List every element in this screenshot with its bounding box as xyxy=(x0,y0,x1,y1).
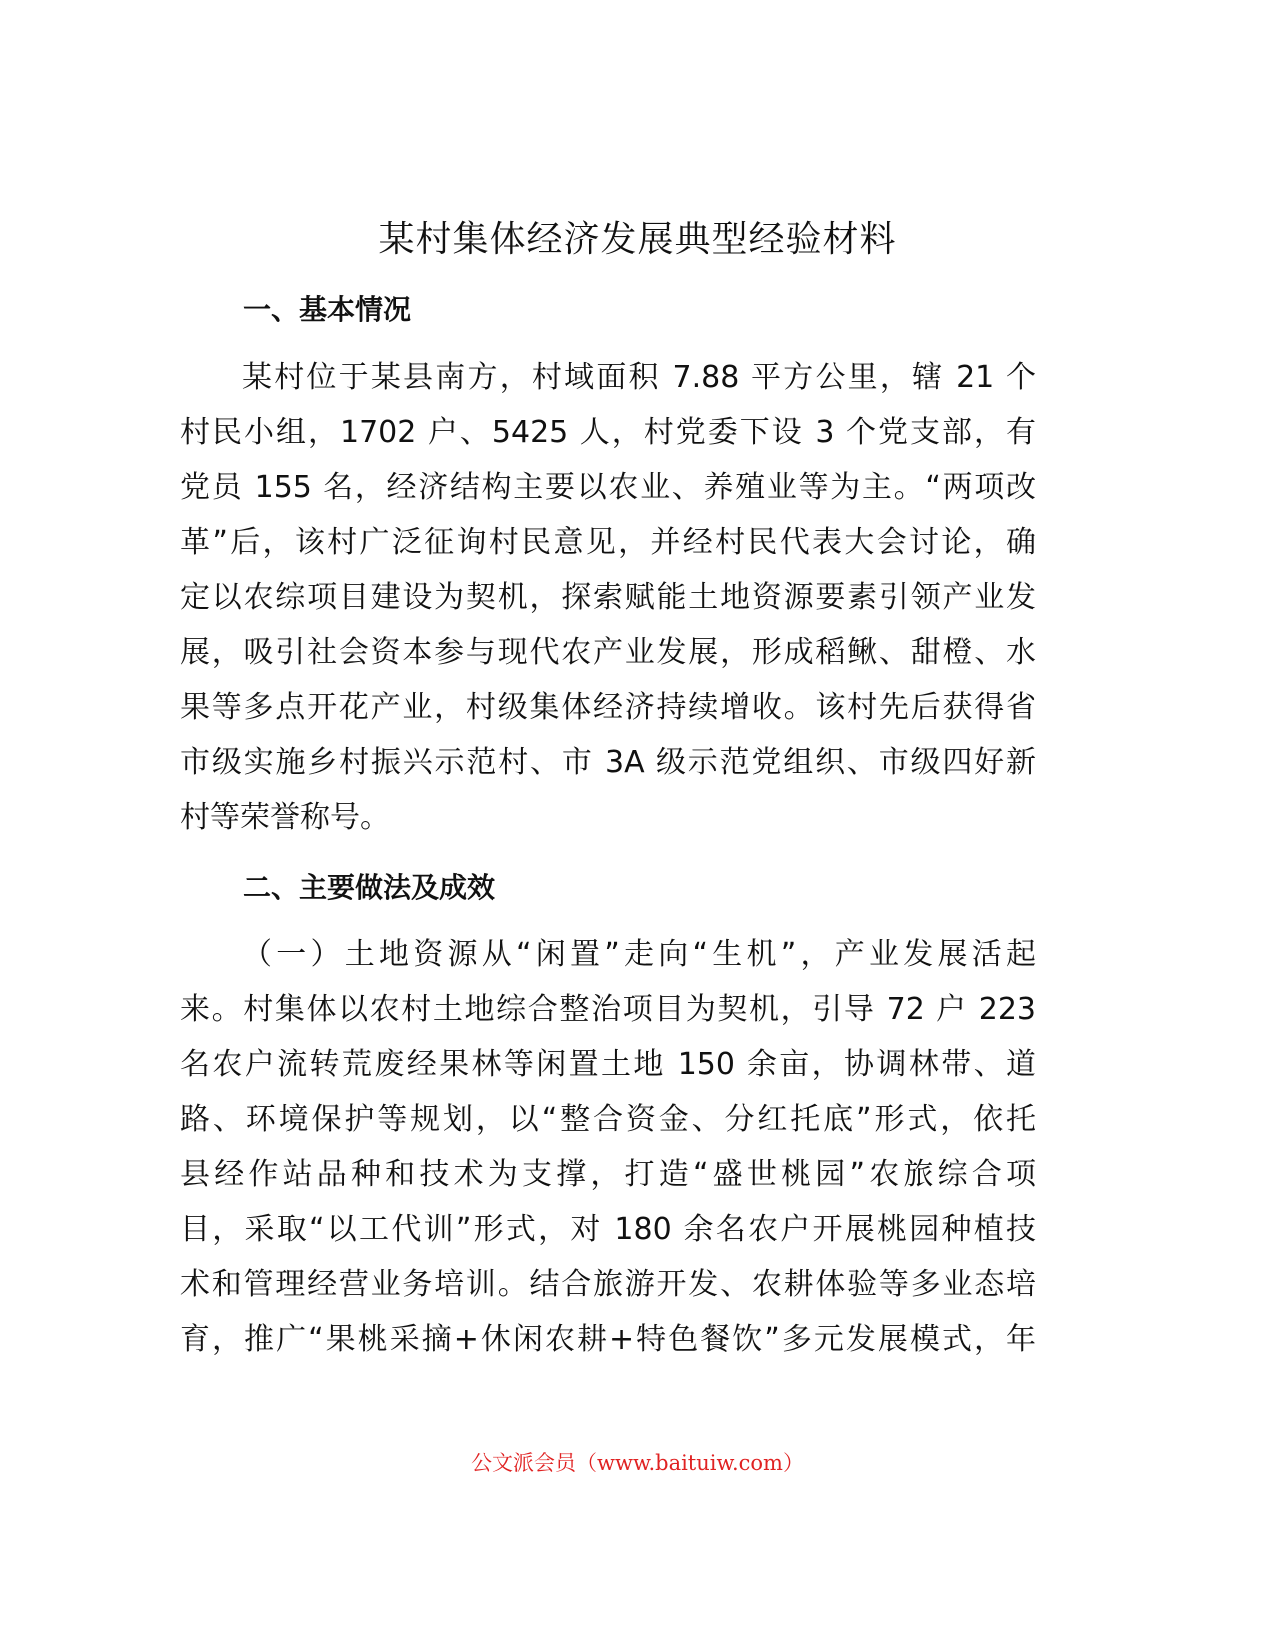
paragraph-line: 育，推广“果桃采摘+休闲农耕+特色餐饮”多元发展模式，年 xyxy=(180,1322,1036,1357)
document-title: 某村集体经济发展典型经验材料 xyxy=(378,219,897,260)
footer-watermark-text: 公文派会员（www.baituiw.com） xyxy=(471,1451,804,1475)
paragraph-line: 定以农综项目建设为契机，探索赋能土地资源要素引领产业发 xyxy=(180,580,1036,615)
paragraph-line: （一）土地资源从“闲置”走向“生机”，产业发展活起 xyxy=(242,937,1036,972)
paragraph-line: 展，吸引社会资本参与现代农产业发展，形成稻鳅、甜橙、水 xyxy=(180,635,1036,670)
paragraph-line: 术和管理经营业务培训。结合旅游开发、农耕体验等多业态培 xyxy=(180,1267,1036,1302)
paragraph-line: 市级实施乡村振兴示范村、市 3A 级示范党组织、市级四好新 xyxy=(180,745,1036,780)
paragraph-line: 革”后，该村广泛征询村民意见，并经村民代表大会讨论，确 xyxy=(180,525,1036,560)
paragraph-line: 路、环境保护等规划，以“整合资金、分红托底”形式，依托 xyxy=(180,1102,1036,1137)
section-heading-methods: 二、主要做法及成效 xyxy=(243,871,496,904)
paragraph-line: 村等荣誉称号。 xyxy=(180,800,390,835)
paragraph-line: 县经作站品种和技术为支撑，打造“盛世桃园”农旅综合项 xyxy=(180,1157,1036,1192)
paragraph-line: 来。村集体以农村土地综合整治项目为契机，引导 72 户 223 xyxy=(180,992,1036,1027)
paragraph-line: 村民小组，1702 户、5425 人，村党委下设 3 个党支部，有 xyxy=(180,415,1036,450)
paragraph-line: 名农户流转荒废经果林等闲置土地 150 余亩，协调林带、道 xyxy=(180,1047,1036,1082)
paragraph-line: 果等多点开花产业，村级集体经济持续增收。该村先后获得省 xyxy=(180,690,1036,725)
paragraph-line: 某村位于某县南方，村域面积 7.88 平方公里，辖 21 个 xyxy=(242,360,1036,395)
paragraph-line: 目，采取“以工代训”形式，对 180 余名农户开展桃园种植技 xyxy=(180,1212,1036,1247)
paragraph-line: 党员 155 名，经济结构主要以农业、养殖业等为主。“两项改 xyxy=(180,470,1036,505)
section-heading-basic-info: 一、基本情况 xyxy=(243,293,412,326)
